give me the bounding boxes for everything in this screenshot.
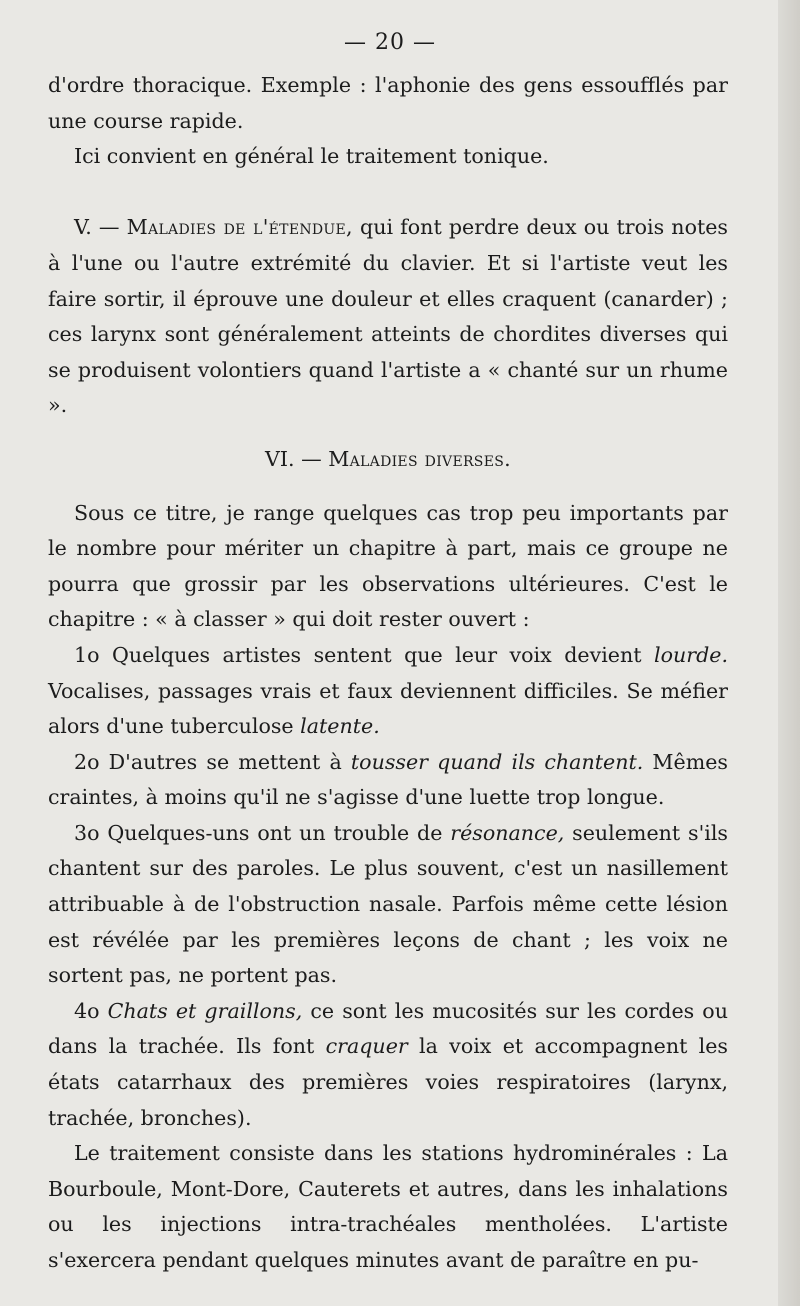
item-4-text-3: la voix et accompagnent les états catarrhaux des premières voies respiratoires (larynx, trachée, bronches). — [48, 1034, 728, 1130]
item-1-text-2: Vocalises, passages vrais et faux deviennent difficiles. Se méfier alors d'une tuberculose — [48, 678, 728, 739]
section-5-heading: Maladies de l'étendue, — [126, 215, 353, 240]
item-1-italic: lourde. — [653, 642, 728, 667]
paragraph-item-2 — [48, 745, 728, 816]
item-4-text: 4o — [74, 998, 108, 1023]
paragraph-section-5 — [48, 210, 728, 424]
section-6-title: Maladies diverses. — [328, 446, 511, 471]
section-5-number: V. — — [74, 215, 127, 240]
item-3-italic: résonance, — [450, 820, 565, 845]
paragraph-2: Ici convient en général le traitement tonique. — [74, 144, 549, 169]
item-2-text-2: Mêmes craintes, à moins qu'il ne s'agisse d'une luette trop longue. — [48, 749, 728, 810]
item-2-text: 2o D'autres se mettent à — [74, 749, 351, 774]
paragraph-item-4 — [48, 994, 728, 1136]
item-3-text: 3o Quelques-uns ont un trouble de — [74, 820, 451, 845]
item-1-text: 1o Quelques artistes sentent que leur voix devient — [74, 642, 654, 667]
section-6-number: VI. — — [265, 446, 329, 471]
item-2-italic: tousser quand ils chantent. — [350, 749, 644, 774]
paragraph-item-3 — [48, 816, 728, 994]
item-1-italic-2: latente. — [300, 714, 380, 739]
paragraph-item-1 — [48, 638, 728, 745]
item-3-text-2: seulement s'ils chantent sur des paroles. Le plus souvent, c'est un nasillement attribuable à de l'obstruction nasale. Parfois même cette lésion est révélée par les premières leçons de chant ; les voix ne sortent pas, ne portent pas. — [48, 820, 728, 988]
paragraph-treatment: Le traitement consiste dans les stations hydrominérales : La Bourboule, Mont-Dore, Cauterets et autres, dans les inhalations ou les injections intra-trachéales mentholées. L'artiste s'exercera pendant quelques minutes avant de paraître en pu- — [48, 1141, 728, 1272]
item-4-italic-2: craquer — [325, 1034, 408, 1059]
section-5-text: qui font perdre deux ou trois notes à l'une ou l'autre extrémité du clavier. Et si l'artiste veut les faire sortir, il éprouve une douleur et elles craquent (canarder) ; ces larynx sont généralement atteints de chordites diverses qui se produisent volontiers quand l'artiste a « chanté sur un rhume ». — [48, 215, 728, 418]
paragraph-1: d'ordre thoracique. Exemple : l'aphonie des gens essoufflés par une course rapide. — [48, 73, 728, 133]
page-number: — 20 — — [344, 30, 436, 55]
item-4-text-2: ce sont les mucosités sur les cordes ou dans la trachée. Ils font — [48, 998, 728, 1059]
paragraph-4: Sous ce titre, je range quelques cas trop peu importants par le nombre pour mériter un chapitre à part, mais ce groupe ne pourra que grossir par les observations ultérieures. C'est le chapitre : « à classer » qui doit rester ouvert : — [48, 500, 728, 632]
item-4-italic: Chats et graillons, — [107, 998, 303, 1023]
section-6-heading — [48, 442, 728, 478]
body-text — [48, 68, 728, 1279]
